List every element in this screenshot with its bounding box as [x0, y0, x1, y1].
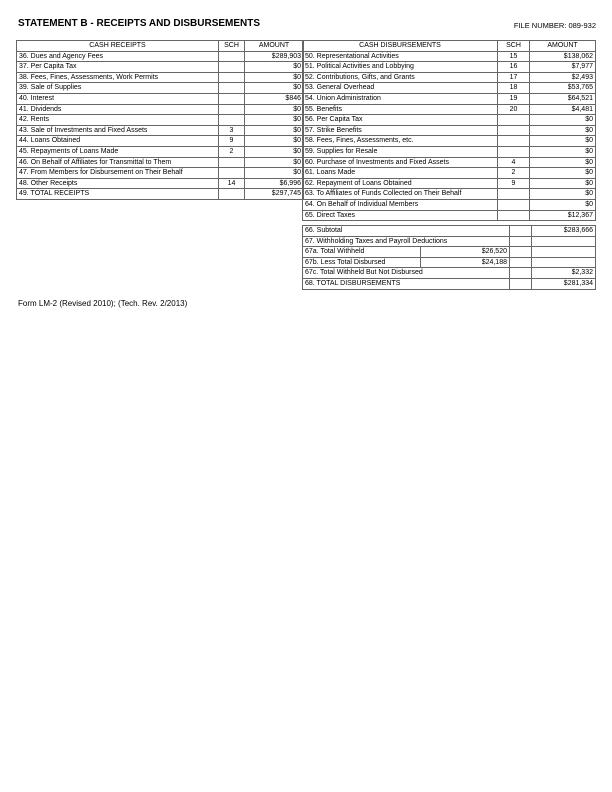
- row-label-cell: 58. Fees, Fines, Assessments, etc.: [303, 136, 498, 147]
- row-label-cell: 44. Loans Obtained: [17, 136, 219, 147]
- row-sch-cell: 15: [498, 51, 530, 62]
- row-sch-cell: [498, 125, 530, 136]
- table-row: [303, 62, 596, 73]
- row-label-cell: 62. Repayment of Loans Obtained: [303, 178, 498, 189]
- withheld-not-disbursed-label-cell: 67c. Total Withheld But Not Disbursed: [303, 268, 510, 279]
- column-header-amount: AMOUNT: [530, 41, 596, 52]
- total-withheld-label-cell: 67a. Total Withheld: [303, 247, 421, 258]
- empty-cell: [510, 257, 532, 268]
- empty-cell: [510, 236, 532, 247]
- row-sch-cell: [219, 72, 245, 83]
- table-row: [17, 93, 304, 104]
- row-label-cell: 36. Dues and Agency Fees: [17, 51, 219, 62]
- row-amount-cell: $2,493: [530, 72, 596, 83]
- subtotal-row: [303, 226, 596, 237]
- table-row: [17, 115, 304, 126]
- table-row: [17, 168, 304, 179]
- table-row: [17, 178, 304, 189]
- row-label-cell: 40. Interest: [17, 93, 219, 104]
- row-label-cell: 38. Fees, Fines, Assessments, Work Permits: [17, 72, 219, 83]
- row-sch-cell: [498, 115, 530, 126]
- empty-cell: [510, 268, 532, 279]
- empty-cell: [532, 257, 596, 268]
- row-sch-cell: [498, 146, 530, 157]
- row-label-cell: 42. Rents: [17, 115, 219, 126]
- column-header-cash-disbursements: CASH DISBURSEMENTS: [303, 41, 498, 52]
- row-label-cell: 53. General Overhead: [303, 83, 498, 94]
- column-header-sch: SCH: [219, 41, 245, 52]
- row-amount-cell: $0: [245, 104, 304, 115]
- row-label-cell: 56. Per Capita Tax: [303, 115, 498, 126]
- table-row: [303, 83, 596, 94]
- row-label-cell: 59. Supplies for Resale: [303, 146, 498, 157]
- row-amount-cell: $0: [530, 146, 596, 157]
- page-title: STATEMENT B - RECEIPTS AND DISBURSEMENTS: [18, 18, 261, 29]
- table-row: [303, 136, 596, 147]
- row-sch-cell: [219, 93, 245, 104]
- table-row: [17, 72, 304, 83]
- table-row: [303, 210, 596, 221]
- row-label-cell: 46. On Behalf of Affiliates for Transmittal to Them: [17, 157, 219, 168]
- row-amount-cell: $0: [530, 136, 596, 147]
- row-amount-cell: $7,977: [530, 62, 596, 73]
- row-amount-cell: $0: [245, 62, 304, 73]
- disbursements-header-row: [303, 41, 596, 52]
- row-amount-cell: $846: [245, 93, 304, 104]
- less-total-disbursed-amount-cell: $24,188: [421, 257, 510, 268]
- row-sch-cell: [219, 168, 245, 179]
- row-amount-cell: $0: [245, 72, 304, 83]
- empty-cell: [510, 226, 532, 237]
- table-row: [303, 178, 596, 189]
- row-sch-cell: 2: [219, 146, 245, 157]
- row-label-cell: 65. Direct Taxes: [303, 210, 498, 221]
- row-amount-cell: $4,481: [530, 104, 596, 115]
- total-disbursements-amount-cell: $281,334: [532, 278, 596, 289]
- row-amount-cell: $0: [530, 199, 596, 210]
- table-row: [17, 62, 304, 73]
- row-amount-cell: $289,903: [245, 51, 304, 62]
- row-sch-cell: [498, 136, 530, 147]
- table-row: [17, 146, 304, 157]
- table-row: [303, 189, 596, 200]
- totals-table: [302, 225, 596, 290]
- row-amount-cell: $0: [245, 146, 304, 157]
- row-sch-cell: 2: [498, 168, 530, 179]
- less-total-disbursed-label-cell: 67b. Less Total Disbursed: [303, 257, 421, 268]
- row-label-cell: 60. Purchase of Investments and Fixed Assets: [303, 157, 498, 168]
- row-sch-cell: [219, 115, 245, 126]
- file-number: FILE NUMBER: 089-932: [513, 21, 596, 30]
- row-sch-cell: [498, 189, 530, 200]
- row-amount-cell: $0: [245, 83, 304, 94]
- table-row: [17, 51, 304, 62]
- row-sch-cell: 19: [498, 93, 530, 104]
- row-sch-cell: 20: [498, 104, 530, 115]
- total-withheld-row: [303, 247, 596, 258]
- row-sch-cell: 17: [498, 72, 530, 83]
- empty-cell: [510, 278, 532, 289]
- row-label-cell: 48. Other Receipts: [17, 178, 219, 189]
- row-label-cell: 43. Sale of Investments and Fixed Assets: [17, 125, 219, 136]
- table-row: [17, 136, 304, 147]
- row-sch-cell: [219, 104, 245, 115]
- table-row: [303, 104, 596, 115]
- table-row: [303, 157, 596, 168]
- row-sch-cell: 18: [498, 83, 530, 94]
- row-amount-cell: $0: [530, 168, 596, 179]
- receipts-header-row: [17, 41, 304, 52]
- row-amount-cell: $0: [245, 136, 304, 147]
- row-sch-cell: [498, 210, 530, 221]
- row-label-cell: 52. Contributions, Gifts, and Grants: [303, 72, 498, 83]
- column-header-cash-receipts: CASH RECEIPTS: [17, 41, 219, 52]
- row-sch-cell: [219, 189, 245, 200]
- row-amount-cell: $12,367: [530, 210, 596, 221]
- table-row: [303, 168, 596, 179]
- less-total-disbursed-row: [303, 257, 596, 268]
- row-sch-cell: [219, 157, 245, 168]
- row-amount-cell: $0: [530, 189, 596, 200]
- row-amount-cell: $0: [530, 125, 596, 136]
- row-amount-cell: $0: [245, 157, 304, 168]
- row-label-cell: 54. Union Administration: [303, 93, 498, 104]
- row-amount-cell: $53,765: [530, 83, 596, 94]
- withholding-label-cell: 67. Withholding Taxes and Payroll Deductions: [303, 236, 510, 247]
- form-footer: Form LM-2 (Revised 2010); (Tech. Rev. 2/2013): [18, 299, 188, 308]
- row-sch-cell: [219, 62, 245, 73]
- subtotal-amount-cell: $283,666: [532, 226, 596, 237]
- row-label-cell: 64. On Behalf of Individual Members: [303, 199, 498, 210]
- row-label-cell: 61. Loans Made: [303, 168, 498, 179]
- row-amount-cell: $6,996: [245, 178, 304, 189]
- row-amount-cell: $64,521: [530, 93, 596, 104]
- table-row: [303, 51, 596, 62]
- table-row: [303, 93, 596, 104]
- row-label-cell: 37. Per Capita Tax: [17, 62, 219, 73]
- subtotal-label-cell: 66. Subtotal: [303, 226, 510, 237]
- table-row: [303, 199, 596, 210]
- row-label-cell: 45. Repayments of Loans Made: [17, 146, 219, 157]
- cash-disbursements-table: [302, 40, 596, 221]
- row-sch-cell: 3: [219, 125, 245, 136]
- table-row: [17, 189, 304, 200]
- withholding-section-row: [303, 236, 596, 247]
- withheld-not-disbursed-amount-cell: $2,332: [532, 268, 596, 279]
- row-sch-cell: 14: [219, 178, 245, 189]
- row-amount-cell: $0: [530, 157, 596, 168]
- table-row: [17, 125, 304, 136]
- total-disbursements-label-cell: 68. TOTAL DISBURSEMENTS: [303, 278, 510, 289]
- table-row: [303, 115, 596, 126]
- table-row: [17, 83, 304, 94]
- row-amount-cell: $297,745: [245, 189, 304, 200]
- row-sch-cell: [498, 199, 530, 210]
- row-label-cell: 55. Benefits: [303, 104, 498, 115]
- table-row: [17, 104, 304, 115]
- row-label-cell: 51. Political Activities and Lobbying: [303, 62, 498, 73]
- row-label-cell: 39. Sale of Supplies: [17, 83, 219, 94]
- row-sch-cell: [219, 83, 245, 94]
- row-amount-cell: $0: [530, 115, 596, 126]
- row-sch-cell: 4: [498, 157, 530, 168]
- table-row: [303, 72, 596, 83]
- row-label-cell: 50. Representational Activities: [303, 51, 498, 62]
- row-amount-cell: $0: [530, 178, 596, 189]
- total-withheld-amount-cell: $26,520: [421, 247, 510, 258]
- table-row: [303, 125, 596, 136]
- row-amount-cell: $138,062: [530, 51, 596, 62]
- empty-cell: [510, 247, 532, 258]
- empty-cell: [532, 247, 596, 258]
- row-sch-cell: 9: [498, 178, 530, 189]
- row-label-cell: 47. From Members for Disbursement on Their Behalf: [17, 168, 219, 179]
- row-sch-cell: 9: [219, 136, 245, 147]
- row-sch-cell: [219, 51, 245, 62]
- row-label-cell: 41. Dividends: [17, 104, 219, 115]
- row-sch-cell: 16: [498, 62, 530, 73]
- row-amount-cell: $0: [245, 125, 304, 136]
- column-header-sch: SCH: [498, 41, 530, 52]
- cash-receipts-table: [16, 40, 304, 200]
- table-row: [17, 157, 304, 168]
- row-label-cell: 49. TOTAL RECEIPTS: [17, 189, 219, 200]
- withheld-not-disbursed-row: [303, 268, 596, 279]
- total-disbursements-row: [303, 278, 596, 289]
- row-amount-cell: $0: [245, 115, 304, 126]
- empty-cell: [532, 236, 596, 247]
- column-header-amount: AMOUNT: [245, 41, 304, 52]
- row-label-cell: 57. Strike Benefits: [303, 125, 498, 136]
- row-label-cell: 63. To Affiliates of Funds Collected on Their Behalf: [303, 189, 498, 200]
- row-amount-cell: $0: [245, 168, 304, 179]
- table-row: [303, 146, 596, 157]
